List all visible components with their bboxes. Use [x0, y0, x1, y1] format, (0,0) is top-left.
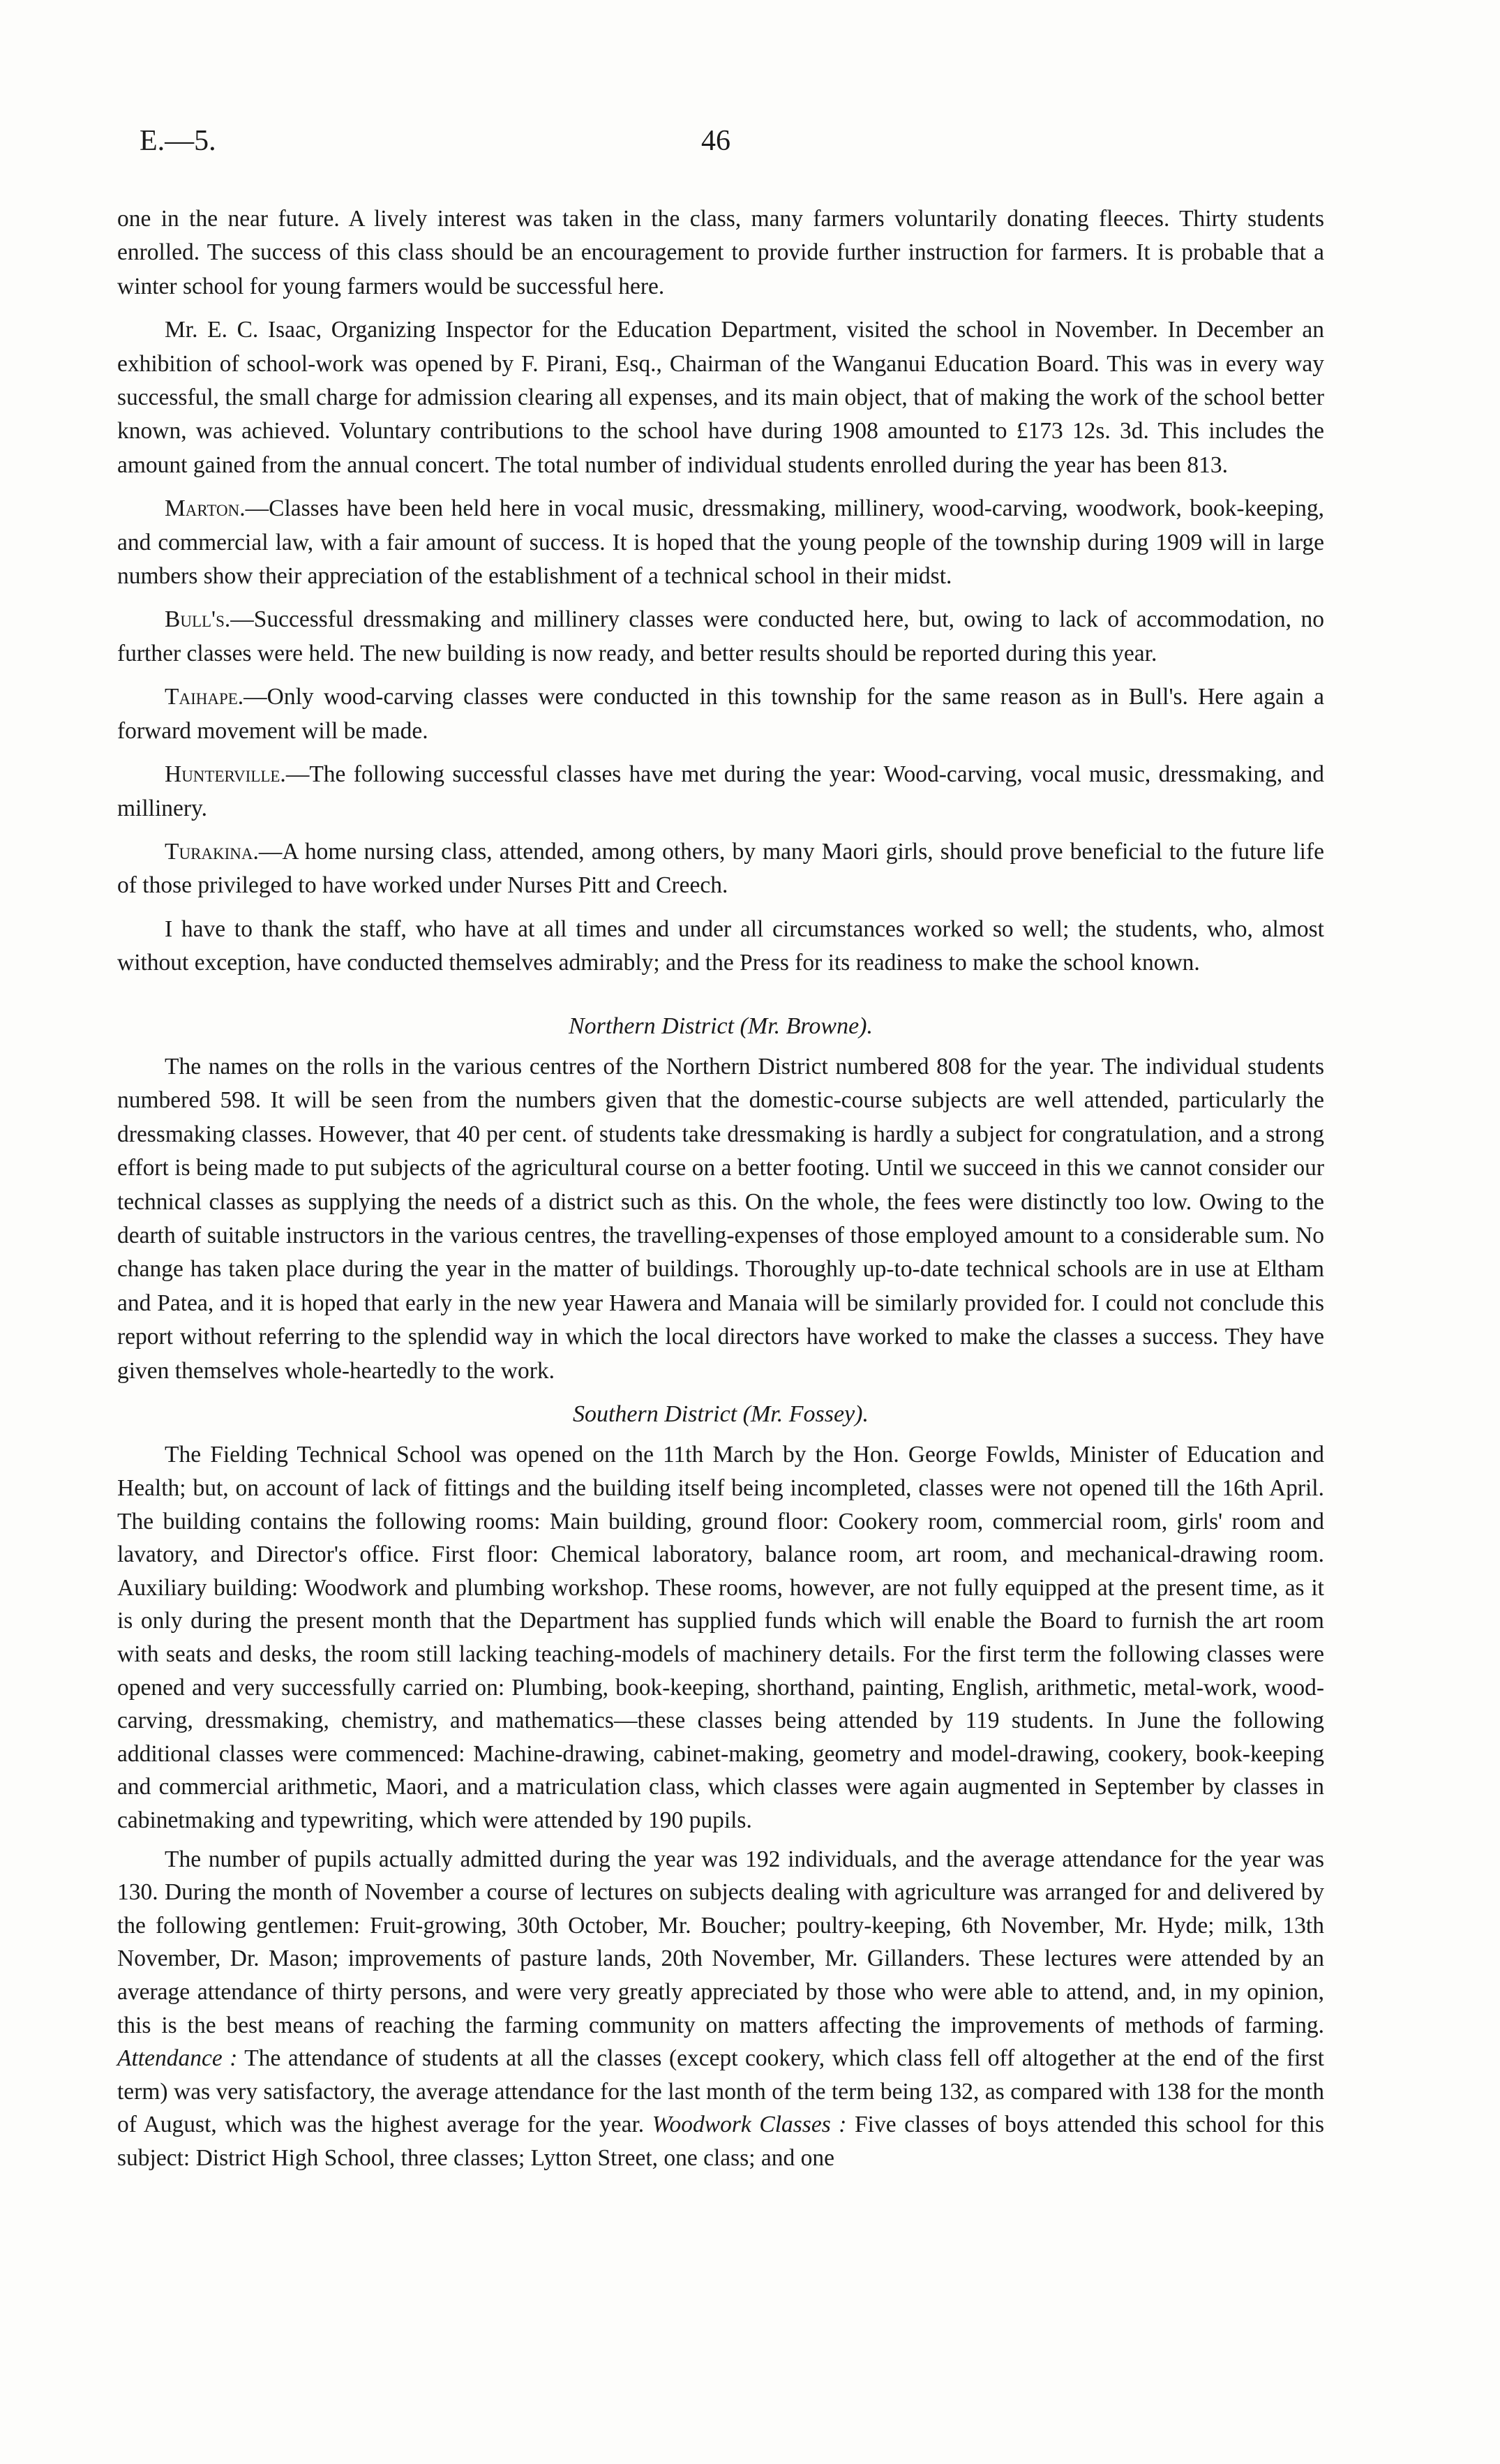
paragraph-attendance-text-2: The attendance of students at all the classes (except cookery, which class fell off altogether at the end of the first term) was very satisfactory, the average attendance for the last month of the term being 132, as compared with 138 for the month of August, which was the highest average for the year.	[117, 2045, 1324, 2138]
place-label-hunterville: Hunterville.	[165, 761, 286, 788]
paragraph-marton-text: —Classes have been held here in vocal music, dressmaking, millinery, wood-carving, woodwork, book-keeping, and commercial law, with a fair amount of success. It is hoped that the young people of the township during 1909 will in large numbers show their appreciation of the establishment of a technical school in their midst.	[117, 495, 1324, 590]
paragraph-northern-district: The names on the rolls in the various centres of the Northern District numbered 808 for the year. The individual students numbered 598. It will be seen from the numbers given that the domestic-course subjects are well attended, particularly the dressmaking classes. However, that 40 per cent. of students take dressmaking is hardly a subject for congratulation, and a strong effort is being made to put subjects of the agricultural course on a better footing. Until we succeed in this we cannot consider our technical classes as supplying the needs of a district such as this. On the whole, the fees were distinctly too low. Owing to the dearth of suitable instructors in the various centres, the travelling-expenses of those employed amount to a considerable sum. No change has taken place during the year in the matter of buildings. Thoroughly up-to-date technical schools are in use at Eltham and Patea, and it is hoped that early in the new year Hawera and Manaia will be similarly provided for. I could not conclude this report without referring to the splendid way in which the local directors have worked to make the classes a success. They have given themselves whole-heartedly to the work.	[117, 1053, 1324, 1384]
paragraph-attendance	[117, 1843, 1324, 2175]
paragraph-attendance-text: The number of pupils actually admitted during the year was 192 individuals, and the average attendance for the year was 130. During the month of November a course of lectures on subjects dealing with agriculture was arranged for and delivered by the following gentlemen: Fruit-growing, 30th October, Mr. Boucher; poultry-keeping, 6th November, Mr. Hyde; milk, 13th November, Dr. Mason; improvements of pasture lands, 20th November, Mr. Gillanders. These lectures were attended by an average attendance of thirty persons, and were very greatly appreciated by those who were able to attend, and, in my opinion, this is the best means of reaching the farming community on matters affecting the improvements of methods of farming.	[117, 1846, 1324, 2038]
place-label-bulls: Bull's.	[165, 606, 231, 633]
section-heading-northern-district: Northern District (Mr. Browne).	[568, 1013, 873, 1039]
place-label-turakina: Turakina.	[165, 838, 259, 865]
paragraph-taihape	[117, 680, 1324, 748]
run-in-heading-woodwork: Woodwork Classes :	[652, 2112, 847, 2138]
paragraph-bulls-text: —Successful dressmaking and millinery classes were conducted here, but, owing to lack of accommodation, no further classes were held. The new building is now ready, and better results should be reported during this year.	[117, 606, 1324, 666]
paragraph-fielding-school: The Fielding Technical School was opened on the 11th March by the Hon. George Fowlds, Minister of Education and Health; but, on account of lack of fittings and the building itself being incompleted, classes were not opened till the 16th April. The building contains the following rooms: Main building, ground floor: Cookery room, commercial room, girls' room and lavatory, and Director's office. First floor: Chemical laboratory, balance room, art room, and mechanical-drawing room. Auxiliary building: Woodwork and plumbing workshop. These rooms, however, are not fully equipped at the present time, as it is only during the present month that the Department has supplied funds which will enable the Board to furnish the art room with seats and desks, the room still lacking teaching-models of machinery details. For the first term the following classes were opened and very successfully carried on: Plumbing, book-keeping, shorthand, painting, English, arithmetic, metal-work, wood-carving, dressmaking, chemistry, and mathematics—these classes being attended by 119 students. In June the following additional classes were commenced: Machine-drawing, cabinet-making, geometry and model-drawing, cookery, book-keeping and commercial arithmetic, Maori, and a matriculation class, which classes were again augmented in September by classes in cabinetmaking and typewriting, which were attended by 190 pupils.	[117, 1442, 1324, 1833]
page-header	[119, 124, 1360, 166]
run-in-heading-attendance: Attendance :	[117, 2045, 238, 2072]
place-label-taihape: Taihape.	[165, 684, 244, 710]
paragraph-taihape-text: —Only wood-carving classes were conducted in this township for the same reason as in Bull's. Here again a forward movement will be made.	[117, 684, 1324, 744]
report-reference: E.—5.	[140, 125, 216, 157]
paragraph-marton	[117, 492, 1324, 593]
paragraph-continuation: one in the near future. A lively interest was taken in the class, many farmers voluntarily donating fleeces. Thirty students enrolled. The success of this class should be an encouragement to provide further instruction for farmers. It is probable that a winter school for young farmers would be successful here.	[117, 206, 1324, 299]
paragraph-turakina-text: —A home nursing class, attended, among others, by many Maori girls, should prove beneficial to the future life of those privileged to have worked under Nurses Pitt and Creech.	[117, 838, 1324, 899]
section-heading-southern-district: Southern District (Mr. Fossey).	[572, 1401, 869, 1427]
report-body	[117, 202, 1324, 2180]
place-label-marton: Marton.	[165, 495, 246, 522]
paragraph-thanks: I have to thank the staff, who have at all times and under all circumstances worked so well; the students, who, almost without exception, have conducted themselves admirably; and the Press for its readiness to make the school known.	[117, 916, 1324, 976]
paragraph-isaac-visit: Mr. E. C. Isaac, Organizing Inspector for the Education Department, visited the school in November. In December an exhibition of school-work was opened by F. Pirani, Esq., Chairman of the Wanganui Education Board. This was in every way successful, the small charge for admission clearing all expenses, and its main object, that of making the work of the school better known, was achieved. Voluntary contributions to the school have during 1908 amounted to £173 12s. 3d. This includes the amount gained from the annual concert. The total number of individual students enrolled during the year has been 813.	[117, 317, 1324, 478]
paragraph-woodwork-text: Five classes of boys attended this school for this subject: District High School, three classes; Lytton Street, one class; and one	[117, 2112, 1325, 2171]
paragraph-hunterville-text: —The following successful classes have met during the year: Wood-carving, vocal music, dressmaking, and millinery.	[117, 761, 1324, 821]
paragraph-hunterville	[117, 758, 1324, 826]
paragraph-bulls	[117, 603, 1324, 671]
paragraph-turakina	[117, 835, 1324, 903]
page-number: 46	[701, 125, 730, 157]
